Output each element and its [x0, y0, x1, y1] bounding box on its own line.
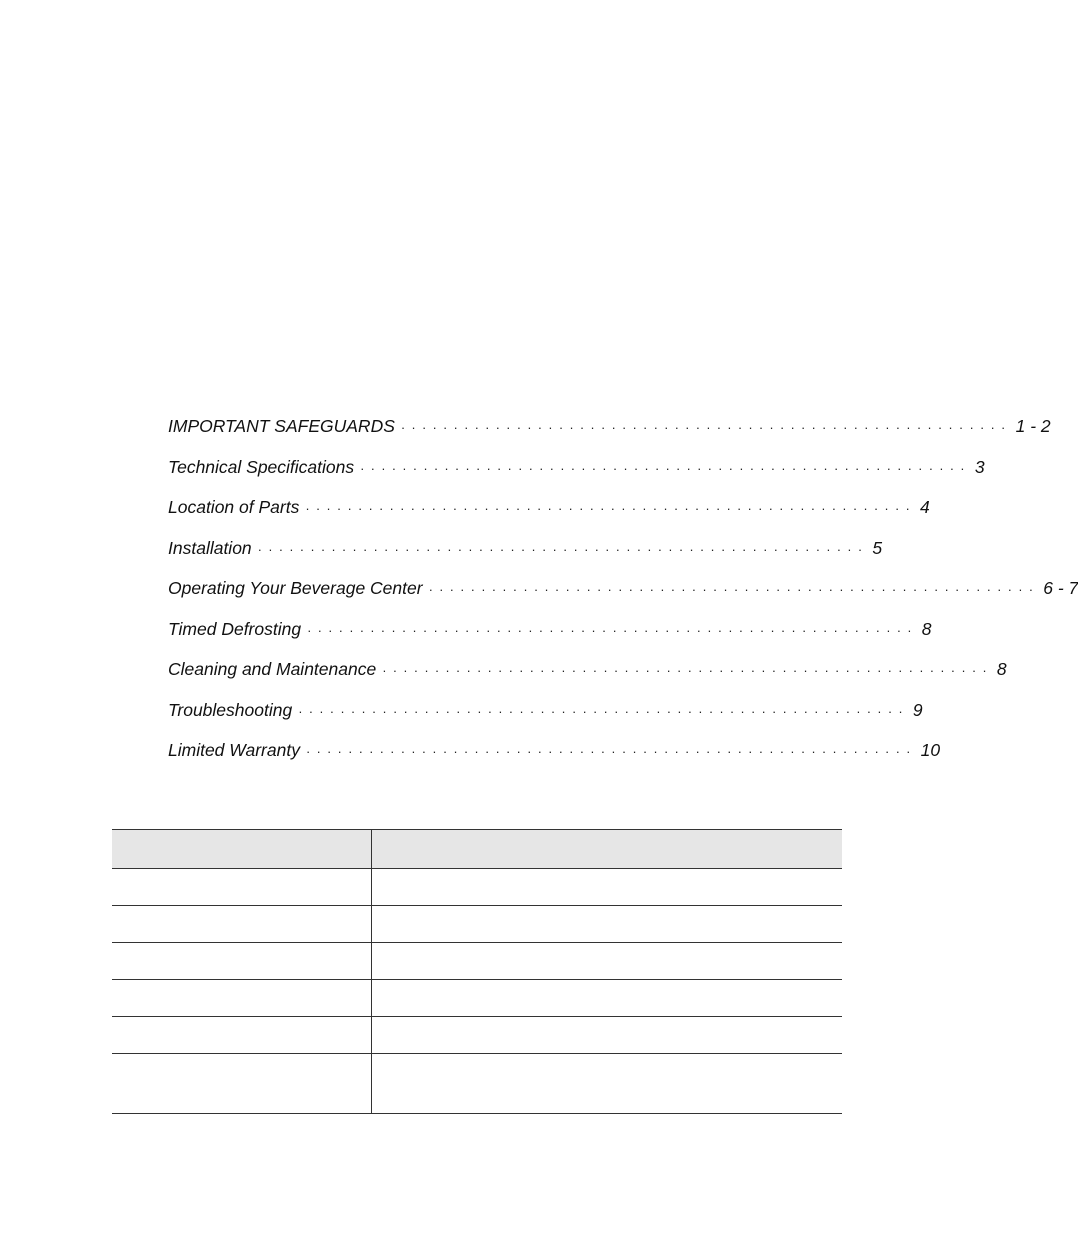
toc-entry-page: 10 — [920, 740, 941, 760]
toc-entry-title: Limited Warranty — [168, 740, 300, 760]
table-header-cell — [112, 830, 372, 869]
table-header-cell — [372, 830, 843, 869]
toc-entry-title: IMPORTANT SAFEGUARDS — [168, 416, 395, 436]
toc-entry-cleaning[interactable] — [168, 659, 1007, 700]
toc-entry-technical-specifications[interactable] — [168, 456, 985, 498]
toc-entry-timed-defrosting[interactable] — [168, 618, 932, 660]
toc-entry-limited-warranty[interactable] — [168, 740, 941, 781]
toc-entry-page: 9 — [912, 699, 923, 720]
toc-entry-installation[interactable] — [168, 537, 883, 579]
table-row — [112, 980, 842, 1017]
dot-leader: ·························································· — [305, 744, 917, 759]
dot-leader: ·························································· — [307, 622, 918, 638]
table-cell — [112, 869, 372, 906]
table-row — [112, 906, 842, 943]
toc-entry-page: 8 — [996, 659, 1007, 679]
toc-entry-operating[interactable] — [168, 578, 1078, 619]
toc-entry-troubleshooting[interactable] — [168, 699, 923, 741]
toc-entry-title: Technical Specifications — [168, 456, 355, 477]
table-cell — [372, 943, 843, 980]
table-cell — [112, 906, 372, 943]
toc-entry-page: 4 — [920, 497, 930, 517]
toc-entry-page: 1 - 2 — [1015, 416, 1051, 436]
table-cell — [372, 1017, 843, 1054]
toc-entry-title: Troubleshooting — [168, 699, 293, 720]
toc-entry-title: Location of Parts — [168, 497, 300, 517]
toc-entry-page: 8 — [921, 618, 932, 639]
table-cell — [112, 980, 372, 1017]
toc-entry-page: 5 — [872, 537, 883, 558]
toc-entry-page: 3 — [974, 456, 985, 477]
table-cell — [372, 980, 843, 1017]
table-of-contents — [168, 416, 1078, 781]
dot-leader: ·························································· — [257, 541, 869, 557]
table-row — [112, 1054, 842, 1114]
dot-leader: ·························································· — [305, 501, 917, 516]
toc-entry-title: Installation — [168, 537, 252, 558]
toc-entry-important-safeguards[interactable] — [168, 416, 1051, 457]
dot-leader: ·························································· — [382, 663, 993, 678]
table-cell — [372, 906, 843, 943]
toc-entry-location-of-parts[interactable] — [168, 497, 930, 538]
record-table — [112, 829, 842, 1114]
table-cell — [372, 869, 843, 906]
table-cell — [112, 943, 372, 980]
toc-entry-title: Timed Defrosting — [168, 618, 302, 639]
table-cell — [112, 1054, 372, 1114]
dot-leader: ·························································· — [400, 420, 1012, 435]
table-row — [112, 1017, 842, 1054]
toc-entry-page: 6 - 7 — [1043, 578, 1078, 598]
dot-leader: ·························································· — [360, 460, 971, 476]
table-header-row — [112, 830, 842, 869]
table-row — [112, 869, 842, 906]
toc-entry-title: Cleaning and Maintenance — [168, 659, 377, 679]
dot-leader: ·························································· — [428, 582, 1040, 597]
table-cell — [372, 1054, 843, 1114]
toc-entry-title: Operating Your Beverage Center — [168, 578, 423, 598]
table-row — [112, 943, 842, 980]
dot-leader: ·························································· — [298, 703, 909, 719]
table-cell — [112, 1017, 372, 1054]
